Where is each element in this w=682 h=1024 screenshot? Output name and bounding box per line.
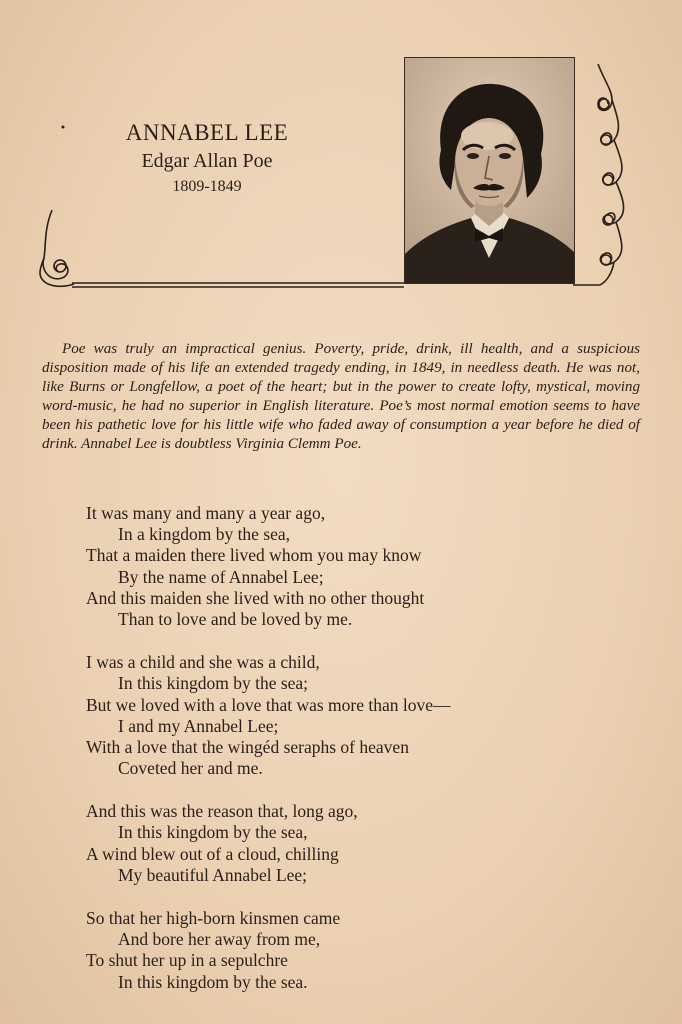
poem-line: To shut her up in a sepulchre: [86, 950, 288, 971]
intro-paragraph: Poe was truly an impractical genius. Poverty, pride, drink, ill health, and a suspicious disposition made of his life an extended tragedy ending, in 1849, in needless death. He was not, like Burns or Longfellow, a poet of the heart; but in the power to create lofty, mystical, moving word-music, he had no superior in English literature. Poe’s most normal emotion seems to have been his pathetic love for his little wife who faded away of consumption a year before he died of drink. Annabel Lee is doubtless Virginia Clemm Poe.: [42, 341, 640, 452]
poem-line: In this kingdom by the sea,: [118, 822, 308, 843]
stanza: [86, 503, 646, 630]
poem-line: But we loved with a love that was more than love—: [86, 694, 451, 715]
stanza-spacer: [86, 779, 646, 801]
poem-line: That a maiden there lived whom you may know: [86, 545, 422, 566]
stanza-spacer: [86, 630, 646, 652]
poem-line: In this kingdom by the sea.: [118, 971, 308, 992]
poem-line: I and my Annabel Lee;: [118, 715, 279, 736]
poem-line: With a love that the wingéd seraphs of heaven: [86, 736, 409, 757]
poem-line: My beautiful Annabel Lee;: [118, 864, 308, 885]
poem-author: Edgar Allan Poe: [141, 150, 273, 172]
portrait-illustration: [405, 58, 574, 283]
poem-line: And this maiden she lived with no other thought: [86, 587, 425, 608]
poem-line: A wind blew out of a cloud, chilling: [86, 843, 339, 864]
author-dates: 1809-1849: [172, 178, 242, 195]
stanza: [86, 652, 646, 779]
poem-line: Coveted her and me.: [118, 758, 263, 779]
author-portrait: [404, 57, 575, 284]
poem-line: It was many and many a year ago,: [86, 503, 326, 523]
poem-line: And bore her away from me,: [118, 929, 321, 950]
stanza: [86, 801, 646, 886]
poem-line: By the name of Annabel Lee;: [118, 566, 324, 587]
ornamental-border: [0, 0, 682, 300]
poem-line: So that her high-born kinsmen came: [86, 908, 341, 928]
poem-line: I was a child and she was a child,: [86, 652, 320, 673]
poem-line: Than to love and be loved by me.: [118, 608, 353, 629]
poem-line: And this was the reason that, long ago,: [86, 801, 358, 822]
stanza-spacer: [86, 886, 646, 908]
poem-title: ANNABEL LEE: [125, 120, 289, 145]
poem-line: In this kingdom by the sea;: [118, 673, 309, 694]
poem-body: [86, 503, 646, 993]
stanza: [86, 908, 646, 993]
poem-line: In a kingdom by the sea,: [118, 524, 291, 545]
